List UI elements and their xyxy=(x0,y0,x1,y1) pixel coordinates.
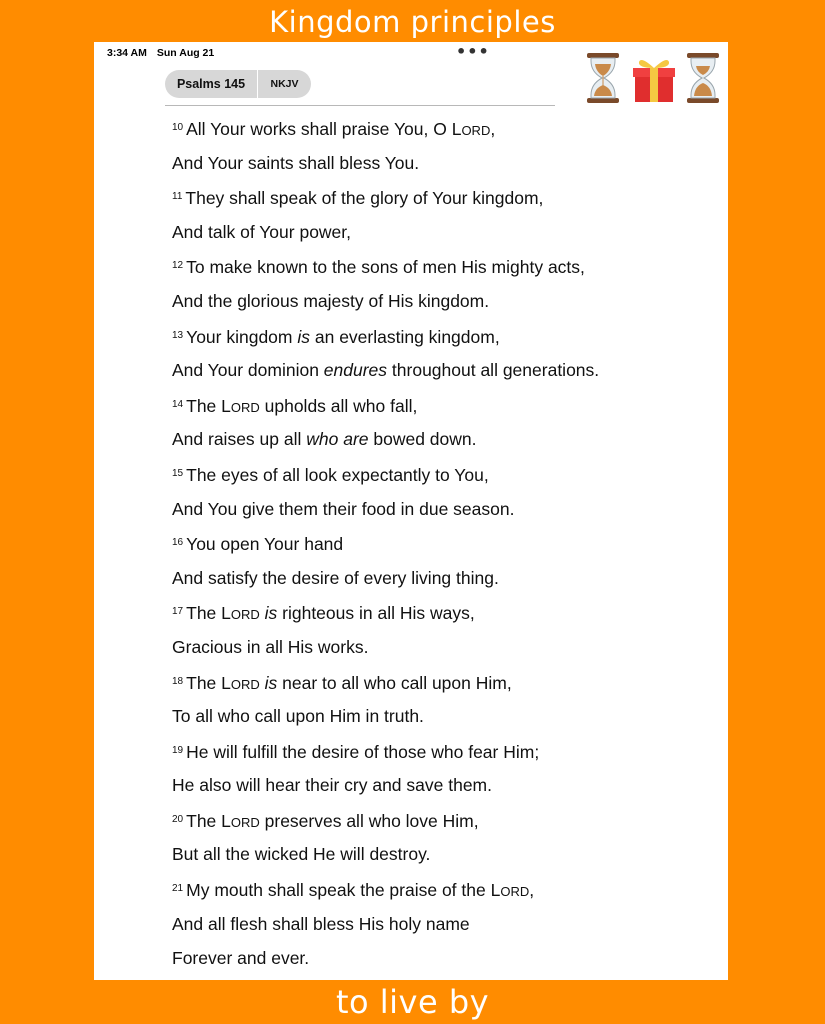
verse-line[interactable] xyxy=(172,388,717,423)
verse-number: 15 xyxy=(172,467,184,479)
small-caps-text: ORD xyxy=(500,884,530,900)
verse-text: All Your works shall praise You, O L xyxy=(186,119,462,139)
book-chapter-button[interactable]: Psalms 145 xyxy=(165,70,258,98)
verse-text: Forever and ever. xyxy=(172,948,310,969)
verse-line[interactable] xyxy=(172,353,717,388)
verse-text: And satisfy the desire of every living thing. xyxy=(172,567,499,588)
small-caps-text: ORD xyxy=(230,814,260,830)
italic-text: is xyxy=(264,603,278,624)
verse-number: 16 xyxy=(172,537,184,549)
verse-line[interactable] xyxy=(172,699,717,734)
verse-line[interactable] xyxy=(172,249,717,284)
verse-text: And Your saints shall bless You. xyxy=(172,152,420,173)
small-caps-text: ORD xyxy=(461,123,491,138)
passage-selector[interactable] xyxy=(165,70,311,98)
status-date: Sun Aug 21 xyxy=(156,47,215,59)
verse-line[interactable] xyxy=(172,215,717,250)
verse-text: To make known to the sons of men His mighty acts, xyxy=(186,257,585,278)
verse-number: 13 xyxy=(172,329,184,341)
verse-text: The L xyxy=(186,810,231,831)
bible-reader-screen xyxy=(94,42,728,980)
verse-number: 14 xyxy=(172,398,184,410)
verse-line[interactable] xyxy=(172,526,717,561)
verse-line[interactable] xyxy=(172,492,717,527)
hourglass-icon xyxy=(683,52,723,104)
more-options-icon[interactable]: ••• xyxy=(456,42,490,61)
verse-text: preserves all who love Him, xyxy=(259,810,479,831)
italic-text: who are xyxy=(306,429,369,450)
status-time: 3:34 AM xyxy=(107,47,147,59)
verse-number: 10 xyxy=(172,122,184,133)
verse-text: To all who call upon Him in truth. xyxy=(172,706,424,727)
verse-text: And the glorious majesty of His kingdom. xyxy=(172,290,490,311)
verse-line[interactable] xyxy=(172,907,717,942)
banner-subtitle: to live by xyxy=(335,983,490,1021)
verse-text: an everlasting kingdom, xyxy=(310,326,500,347)
verse-text: Gracious in all His works. xyxy=(172,636,369,657)
verse-text: The L xyxy=(186,603,231,624)
verse-text: bowed down. xyxy=(368,429,477,450)
status-bar xyxy=(107,47,224,59)
verse-list xyxy=(172,111,717,976)
verse-line[interactable] xyxy=(172,734,717,769)
verse-line[interactable] xyxy=(172,111,717,146)
verse-line[interactable] xyxy=(172,284,717,319)
verse-number: 18 xyxy=(172,675,184,687)
verse-line[interactable] xyxy=(172,422,717,457)
verse-line[interactable] xyxy=(172,768,717,803)
verse-text: near to all who call upon Him, xyxy=(277,672,512,693)
italic-text: is xyxy=(264,672,278,693)
verse-line[interactable] xyxy=(172,595,717,630)
verse-line[interactable] xyxy=(172,665,717,700)
verse-text: , xyxy=(529,880,535,901)
verse-text: And You give them their food in due season. xyxy=(172,498,515,519)
verse-line[interactable] xyxy=(172,941,717,976)
verse-text: upholds all who fall, xyxy=(259,395,418,416)
verse-line[interactable] xyxy=(172,872,717,907)
italic-text: endures xyxy=(323,360,388,381)
verse-line[interactable] xyxy=(172,803,717,838)
verse-text: righteous in all His ways, xyxy=(277,603,475,624)
verse-line[interactable] xyxy=(172,561,717,596)
verse-text: The eyes of all look expectantly to You, xyxy=(186,464,489,485)
verse-line[interactable] xyxy=(172,319,717,354)
small-caps-text: ORD xyxy=(230,399,260,415)
verse-text: The L xyxy=(186,672,231,693)
verse-text: And raises up all xyxy=(172,429,307,450)
banner-title: Kingdom principles xyxy=(269,5,556,39)
verse-line[interactable] xyxy=(172,180,717,215)
verse-line[interactable] xyxy=(172,837,717,872)
hourglass-icon xyxy=(583,52,623,104)
verse-text: My mouth shall speak the praise of the L xyxy=(186,880,501,901)
verse-number: 20 xyxy=(172,813,184,825)
verse-text: You open Your hand xyxy=(186,534,344,555)
verse-number: 11 xyxy=(172,191,183,203)
gift-icon xyxy=(631,54,677,104)
verse-text: But all the wicked He will destroy. xyxy=(172,844,431,865)
verse-text: The L xyxy=(186,395,231,416)
header-divider xyxy=(165,105,555,106)
verse-number: 12 xyxy=(172,260,184,272)
verse-text: He will fulfill the desire of those who fear Him; xyxy=(186,741,540,762)
verse-line[interactable] xyxy=(172,146,717,181)
verse-text: He also will hear their cry and save them. xyxy=(172,775,492,796)
verse-text: throughout all generations. xyxy=(387,360,600,381)
small-caps-text: ORD xyxy=(230,676,260,692)
verse-text: And talk of Your power, xyxy=(172,221,352,242)
verse-text: , xyxy=(490,119,496,139)
verse-number: 17 xyxy=(172,606,184,618)
verse-number: 21 xyxy=(172,883,184,895)
verse-text: Your kingdom xyxy=(186,326,298,347)
verse-text: And Your dominion xyxy=(172,360,324,381)
verse-line[interactable] xyxy=(172,457,717,492)
version-button[interactable]: NKJV xyxy=(270,78,299,90)
verse-line[interactable] xyxy=(172,630,717,665)
verse-text: And all flesh shall bless His holy name xyxy=(172,913,470,934)
sticker-row xyxy=(583,50,725,106)
italic-text: is xyxy=(297,326,310,347)
verse-number: 19 xyxy=(172,744,184,756)
small-caps-text: ORD xyxy=(230,607,260,623)
verse-text: They shall speak of the glory of Your kingdom, xyxy=(185,188,544,209)
